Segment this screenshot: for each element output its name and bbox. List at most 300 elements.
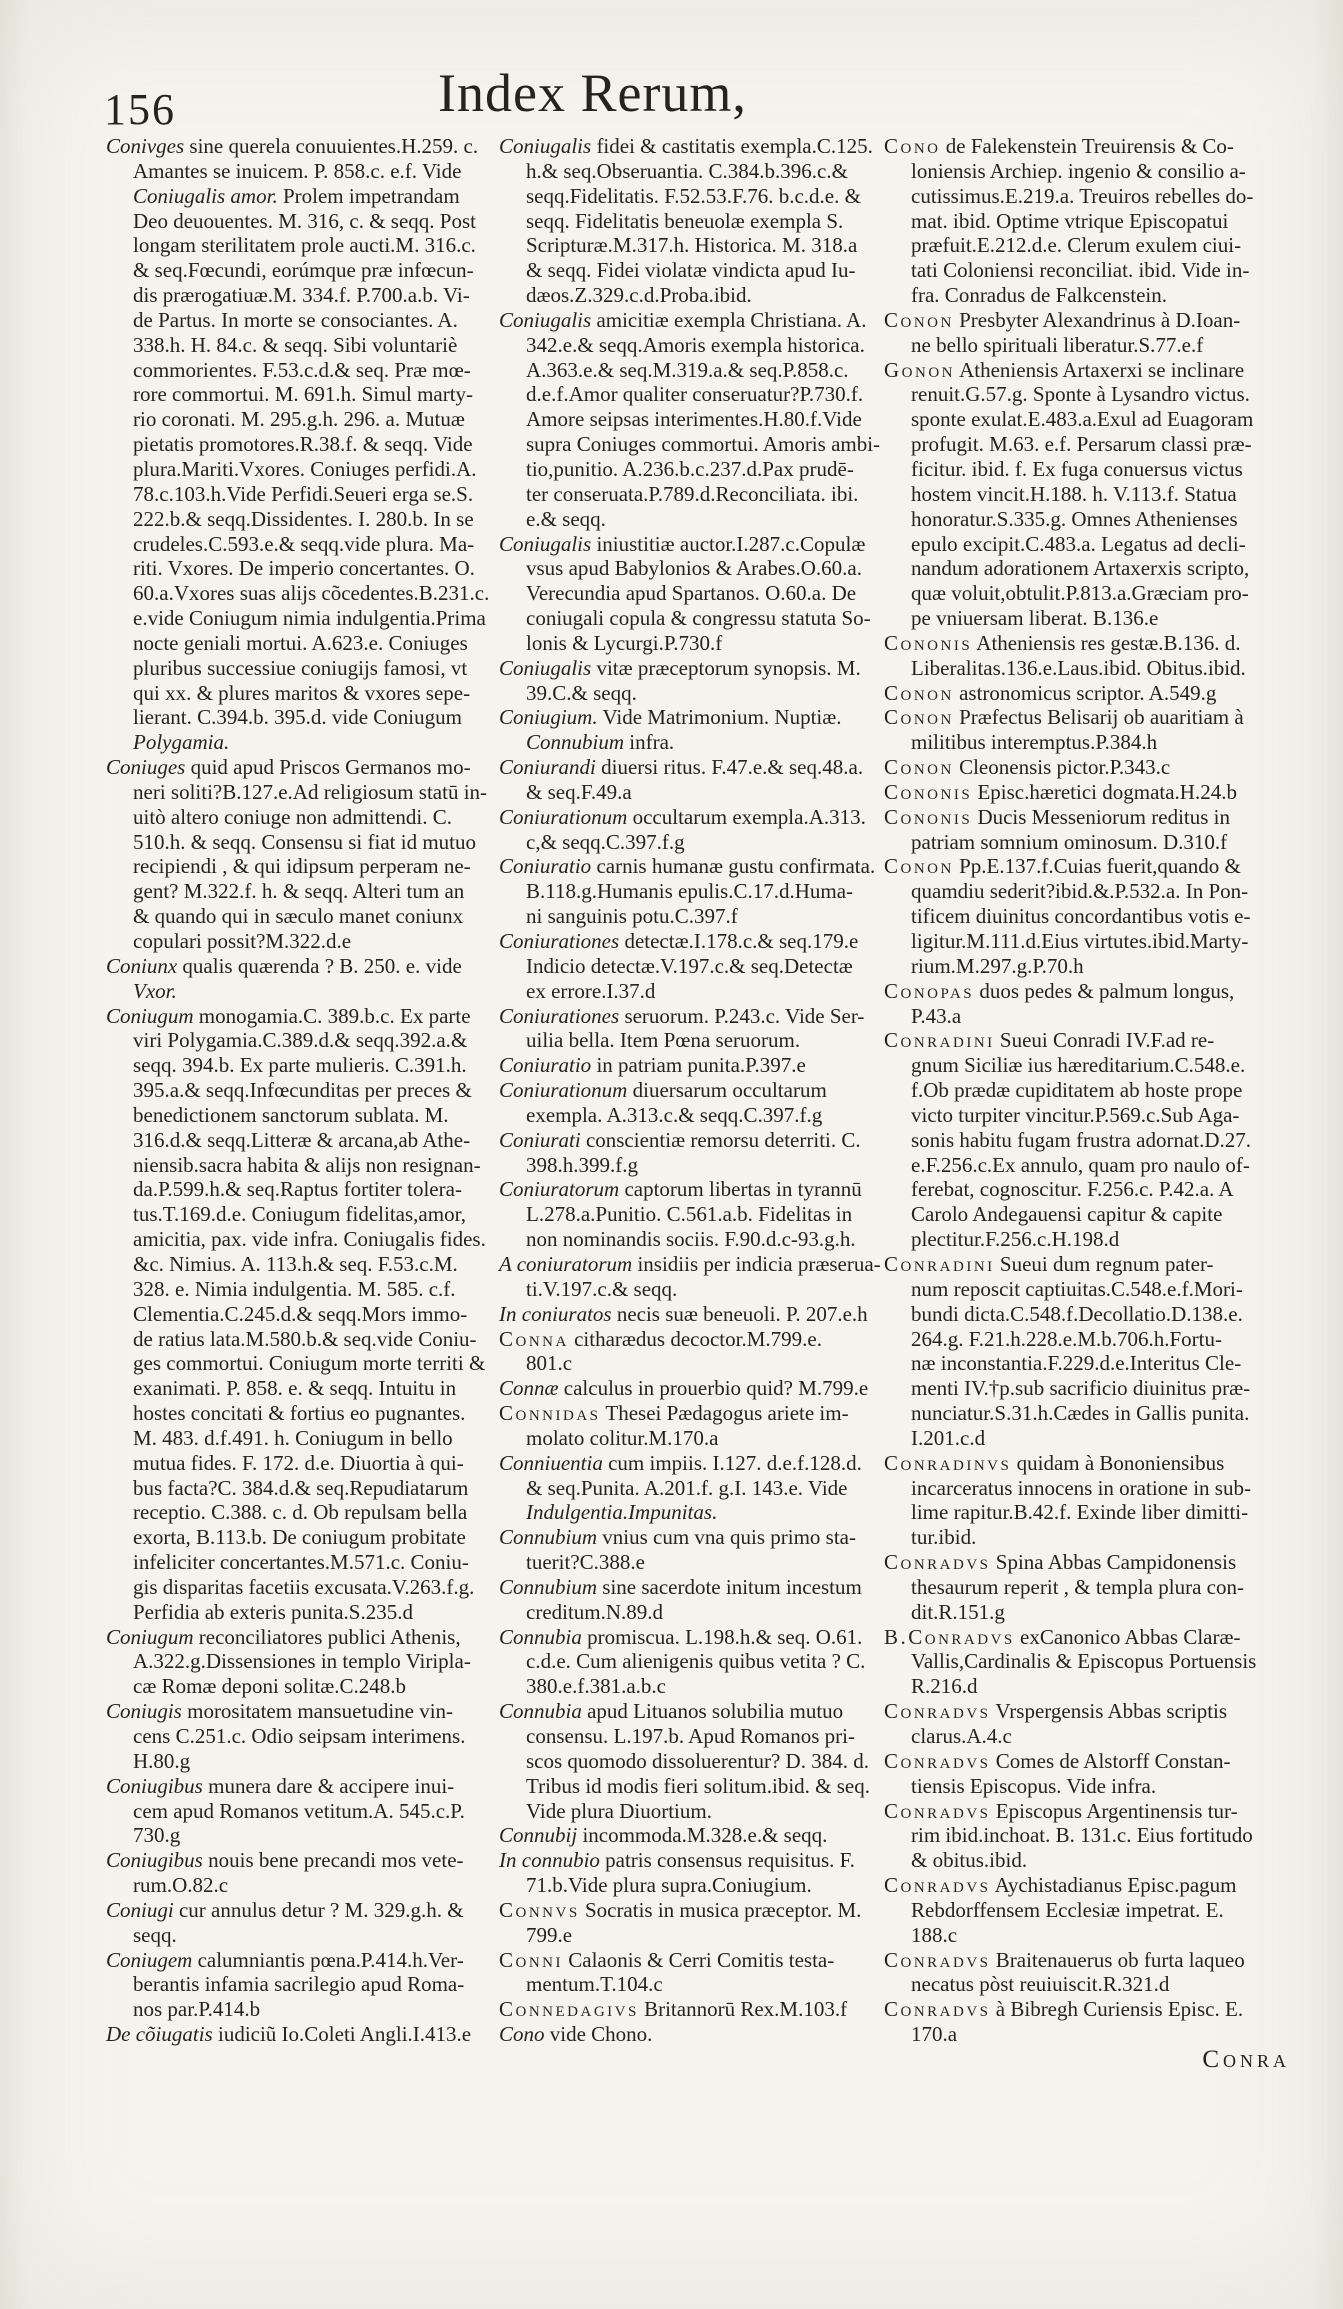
index-line: In coniuratos necis suæ beneuoli. P. 207.e.h <box>499 1301 868 1326</box>
index-line: uilia bella. Item Pœna seruorum. <box>526 1028 801 1053</box>
index-line: menti IV.†p.sub sacrificio diuinitus præ- <box>911 1376 1251 1401</box>
index-line: Coniugibus munera dare & accipere inui- <box>106 1773 455 1798</box>
index-line: Coniugum reconciliatores publici Athenis, <box>106 1624 461 1649</box>
index-line: ligitur.M.111.d.Eius virtutes.ibid.Marty- <box>911 929 1249 953</box>
index-line: Coniugis morositatem mansuetudine vin- <box>106 1699 454 1724</box>
index-line: clarus.A.4.c <box>911 1724 1012 1748</box>
index-line: Coniugium. Vide Matrimonium. Nuptiæ. <box>499 705 842 730</box>
index-line: plura.Mariti.Vxores. Coniuges perfidi.A. <box>133 456 477 481</box>
index-headword: De cõiugatis <box>106 2022 213 2047</box>
index-line: Cononis Ducis Messeniorum reditus in <box>884 804 1230 829</box>
index-line: profugit. M.63. e.f. Persarum classi præ- <box>911 432 1252 457</box>
index-line: 39.C.& seqq. <box>526 680 637 705</box>
index-line: nunciatur.S.31.h.Cædes in Gallis punita. <box>911 1401 1250 1426</box>
index-line: Coniunx qualis quærenda ? B. 250. e. vide <box>106 953 462 978</box>
index-line: molato colitur.M.170.a <box>526 1425 719 1450</box>
index-line: exorta, B.113.b. De coniugum probitate <box>133 1525 466 1550</box>
index-line: ficitur. ibid. f. Ex fuga conuersus victus <box>911 456 1243 481</box>
index-line: 730.g <box>133 1823 181 1848</box>
index-line: Coniuratio in patriam punita.P.397.e <box>499 1053 806 1078</box>
index-line: tificem diuinitus concordantibus votis e- <box>911 904 1251 929</box>
index-headword: Coniugum <box>106 1003 194 1028</box>
index-column-2 <box>499 134 891 2047</box>
index-line: dit.R.151.g <box>911 1599 1005 1624</box>
index-line: commorientes. F.53.c.d.& seq. Præ mœ- <box>133 357 471 382</box>
index-line: de ratius lata.M.580.b.& seq.vide Coniu- <box>133 1326 477 1351</box>
index-line: cæ Romæ deponi solitæ.C.248.b <box>133 1674 407 1699</box>
index-headword: Coniugium. <box>499 705 598 730</box>
index-line: ne bello spirituali liberatur.S.77.e.f <box>911 332 1204 357</box>
page-number: 156 <box>104 85 176 134</box>
index-headword: Coniuratorum <box>499 1177 620 1202</box>
index-line: Connubium vnius cum vna quis primo sta- <box>499 1525 856 1550</box>
index-line: consensu. L.197.b. Apud Romanos pri- <box>526 1724 855 1748</box>
index-headword: Conradvs <box>884 1873 991 1898</box>
index-line: hostes concitati & fortius eo pugnantes. <box>133 1401 466 1426</box>
index-line: Conradvs Comes de Alstorff Constan- <box>884 1748 1231 1773</box>
index-line: 188.c <box>911 1922 958 1947</box>
index-headword: Coniugis <box>106 1699 182 1724</box>
index-line: 338.h. H. 84.c. & seqq. Sibi voluntariè <box>133 332 458 357</box>
index-line: lierant. C.394.b. 395.d. vide Coniugum <box>133 705 462 730</box>
index-headword: Coniugalis <box>499 531 592 556</box>
index-line: berantis infamia sacrilegio apud Roma- <box>133 1972 465 1997</box>
index-line: Conon Præfectus Belisarij ob auaritiam à <box>884 705 1244 730</box>
index-headword: Coniugum <box>106 1624 194 1649</box>
index-line: rore commortui. M. 691.h. Simul marty- <box>133 382 474 407</box>
index-line: mutua fides. F. 172. d.e. Diuortia à qui- <box>133 1450 464 1475</box>
index-line: Connubij incommoda.M.328.e.& seqq. <box>499 1823 828 1848</box>
index-line: creditum.N.89.d <box>526 1599 664 1624</box>
index-line: rum.O.82.c <box>133 1873 229 1898</box>
index-line: crudeles.C.593.e.& seqq.vide plura. Ma- <box>133 531 475 556</box>
index-line: Conon astronomicus scriptor. A.549.g <box>884 680 1217 705</box>
index-line: uitò altero coniuge non admittendi. C. <box>133 804 453 829</box>
index-line: bus facta?C. 384.d.& seq.Repudiatarum <box>133 1475 469 1500</box>
index-line: Conradvs à Bibregh Curiensis Episc. E. <box>884 1997 1244 2022</box>
index-line: supra Coniuges commortui. Amoris ambi- <box>526 432 881 457</box>
index-line: Carolo Andegauensi capitur & capite <box>911 1202 1223 1227</box>
index-headword: Conivges <box>106 134 185 158</box>
index-line: vsus apud Babylonios & Arabes.O.60.a. <box>526 556 862 581</box>
index-line: Connubia promiscua. L.198.h.& seq. O.61. <box>499 1624 863 1649</box>
index-line: receptio. C.388. c. d. Ob repulsam bella <box>133 1500 468 1525</box>
index-line: recipiendi , & qui idipsum perperam ne- <box>133 854 471 879</box>
index-line: Connvs Socratis in musica præceptor. M. <box>499 1897 862 1922</box>
index-line: Coniurationum occultarum exempla.A.313. <box>499 804 866 829</box>
index-headword: Conni <box>499 1947 563 1972</box>
index-line: Coniurationum diuersarum occultarum <box>499 1078 827 1103</box>
index-headword: Conon <box>884 307 954 332</box>
index-line: qui xx. & plures maritos & vxores sepe- <box>133 680 471 705</box>
index-line: gnum Siciliæ ius hæreditarium.C.548.e. <box>911 1053 1246 1078</box>
index-line: tiensis Episcopus. Vide infra. <box>911 1773 1157 1798</box>
index-line: Conopas duos pedes & palmum longus, <box>884 978 1235 1003</box>
index-line: Coniuges quid apud Priscos Germanos mo- <box>106 755 471 780</box>
index-line: e.& seqq. <box>526 506 606 531</box>
index-line: Gonon Atheniensis Artaxerxi se inclinare <box>884 357 1245 382</box>
index-line: Tribus id modis fieri solitum.ibid. & seq. <box>526 1773 870 1798</box>
catchword: Conra <box>1202 2046 1290 2073</box>
index-line: epulo excipit.C.483.a. Legatus ad decli- <box>911 531 1246 556</box>
index-line: Coniugum monogamia.C. 389.b.c. Ex parte <box>106 1003 471 1028</box>
index-line: lime rapitur.B.42.f. Exinde liber dimitti- <box>911 1500 1249 1525</box>
index-column-3 <box>884 134 1318 2047</box>
index-headword: Conon <box>884 705 954 730</box>
index-line: pluribus successiue coniugijs famosi, vt <box>133 655 468 680</box>
index-line: lonis & Lycurgi.P.730.f <box>526 630 723 655</box>
index-line: Coniugem calumniantis pœna.P.414.h.Ver- <box>106 1947 464 1972</box>
index-line: copulari possit?M.322.d.e <box>133 929 352 953</box>
index-headword: Connedagivs <box>499 1997 639 2022</box>
index-line: Perfidia ab exteris punita.S.235.d <box>133 1599 413 1624</box>
index-headword: Coniugalis amor. <box>133 183 278 208</box>
index-line: Conradinvs quidam à Bononiensibus <box>884 1450 1225 1475</box>
index-headword: Conradvs <box>884 1699 991 1724</box>
index-headword: Conopas <box>884 978 975 1003</box>
index-line: & quando qui in sæculo manet coniunx <box>133 904 464 929</box>
index-line: & seq.Fœcundi, eorúmque præ infœcun- <box>133 258 474 283</box>
index-line: P.43.a <box>911 1003 962 1028</box>
index-line: Coniugalis iniustitiæ auctor.I.287.c.Copulæ <box>499 531 866 556</box>
index-headword: Conon <box>884 680 954 705</box>
index-line: & seq.F.49.a <box>526 779 632 804</box>
index-headword: Indulgentia.Impunitas. <box>526 1500 718 1525</box>
index-line: loniensis Archiep. ingenio & consilio a- <box>911 158 1246 183</box>
index-line <box>106 979 502 1004</box>
index-line: mentum.T.104.c <box>526 1972 663 1997</box>
index-line: 801.c <box>526 1351 573 1376</box>
index-line: M. 483. d.f.491. h. Coniugum in bello <box>133 1425 453 1450</box>
index-line: sponte exulat.E.483.a.Exul ad Euagoram <box>911 407 1254 432</box>
index-line: non nominandis sociis. F.90.d.c-93.g.h. <box>526 1227 856 1252</box>
index-line: de Partus. In morte se consociantes. A. <box>133 307 458 332</box>
index-line: Conivges sine querela conuuientes.H.259. c. <box>106 134 479 158</box>
index-headword: Conna <box>499 1326 569 1351</box>
index-headword: Connæ <box>499 1376 559 1401</box>
index-line: Amantes se inuicem. P. 858.c. e.f. Vide <box>133 158 462 183</box>
index-line: coniugali copula & congressu statuta So- <box>526 606 871 631</box>
index-line: cem apud Romanos vetitum.A. 545.c.P. <box>133 1798 465 1823</box>
index-line: & seqq. Fidei violatæ vindicta apud Iu- <box>526 258 856 283</box>
index-line: 342.e.& seqq.Amoris exempla historica. <box>526 332 865 357</box>
index-headword: Conradvs <box>884 1798 991 1823</box>
index-line: Connubium infra. <box>526 730 675 755</box>
index-line: Coniugalis vitæ præceptorum synopsis. M. <box>499 655 861 680</box>
index-line: A.363.e.& seq.M.319.a.& seq.P.858.c. <box>526 357 849 382</box>
index-headword: Coniurationes <box>499 1003 620 1028</box>
index-line: necatus pòst reuiuiscit.R.321.d <box>911 1972 1170 1997</box>
index-line: 78.c.103.h.Vide Perfidi.Seueri erga se.S. <box>133 481 474 506</box>
index-line: rium.M.297.g.P.70.h <box>911 953 1084 978</box>
index-column-1 <box>106 134 502 2047</box>
index-line: renuit.G.57.g. Sponte à Lysandro victus. <box>911 382 1250 407</box>
index-line: &c. Nimius. A. 113.h.& seq. F.53.c.M. <box>133 1251 458 1276</box>
index-headword: Connubium <box>526 730 625 755</box>
index-line: nandum adorationem Artaxerxis scripto, <box>911 556 1250 581</box>
index-line: Coniurationes seruorum. P.243.c. Vide Ser- <box>499 1003 865 1028</box>
index-line: exanimati. P. 858. e. & seqq. Intuitu in <box>133 1376 457 1401</box>
index-line: plectitur.F.256.c.H.198.d <box>911 1227 1120 1252</box>
index-headword: Conon <box>884 755 954 780</box>
index-line: Coniuratio carnis humanæ gustu confirmata. <box>499 854 876 879</box>
index-line: Conna citharædus decoctor.M.799.e. <box>499 1326 822 1351</box>
index-headword: In connubio <box>499 1848 600 1873</box>
index-line: rim ibid.inchoat. B. 131.c. Eius fortitudo <box>911 1823 1253 1848</box>
index-line: viri Polygamia.C.389.d.& seqq.392.a.& <box>133 1028 468 1053</box>
index-headword: Conradini <box>884 1028 995 1053</box>
index-line: Connubia apud Lituanos solubilia mutuo <box>499 1699 844 1724</box>
index-headword: Coniurationum <box>499 804 628 829</box>
index-line: incarceratus innocens in oratione in sub- <box>911 1475 1251 1500</box>
index-line: Coniugibus nouis bene precandi mos vete- <box>106 1848 464 1873</box>
index-line: fra. Conradus de Falkcenstein. <box>911 283 1168 308</box>
index-line: Coniugalis amicitiæ exempla Christiana. A. <box>499 307 867 332</box>
index-line: I.201.c.d <box>911 1425 986 1450</box>
index-line: Coniugalis fidei & castitatis exempla.C.125. <box>499 134 873 158</box>
index-line: In connubio patris consensus requisitus. F. <box>499 1848 855 1873</box>
index-line: c,& seqq.C.397.f.g <box>526 829 685 854</box>
index-line: d.e.f.Amor qualiter conseruatur?P.730.f. <box>526 382 864 407</box>
index-line: f.Ob prædæ cupiditatem ab hoste prope <box>911 1078 1243 1103</box>
index-line: Conradini Sueui Conradi IV.F.ad re- <box>884 1028 1215 1053</box>
index-line: 264.g. F.21.h.228.e.M.b.706.h.Fortu- <box>911 1326 1222 1351</box>
index-headword: Coniurationes <box>499 929 620 953</box>
index-line: amicitia, pax. vide infra. Coniugalis fides. <box>133 1227 486 1252</box>
index-line: hostem vincit.H.188. h. V.113.f. Statua <box>911 481 1237 506</box>
index-line: Scripturæ.M.317.h. Historica. M. 318.a <box>526 233 858 258</box>
index-line: Coniurandi diuersi ritus. F.47.e.& seq.48.a. <box>499 755 864 780</box>
index-headword: Coniugem <box>106 1947 193 1972</box>
index-line: B.Conradvs exCanonico Abbas Claræ- <box>884 1624 1241 1649</box>
index-line: bundi dicta.C.548.f.Decollatio.D.138.e. <box>911 1301 1243 1326</box>
index-headword: Polygamia. <box>133 730 230 755</box>
index-line: tuerit?C.388.e <box>526 1550 645 1575</box>
index-headword: Coniurandi <box>499 755 596 780</box>
index-line: Coniuratorum captorum libertas in tyrannū <box>499 1177 862 1202</box>
index-line: patriam somnium ominosum. D.310.f <box>911 829 1228 854</box>
index-line: Conradvs Vrspergensis Abbas scriptis <box>884 1699 1228 1724</box>
index-line: Connæ calculus in prouerbio quid? M.799.e <box>499 1376 869 1401</box>
index-line: c.d.e. Cum alienigenis quibus vetita ? C. <box>526 1649 866 1674</box>
index-line: 328. e. Nimia indulgentia. M. 585. c.f. <box>133 1276 456 1301</box>
index-headword: Conradvs <box>884 1748 991 1773</box>
index-headword: Coniuratio <box>499 1053 592 1078</box>
index-line: gent? M.322.f. h. & seqq. Alteri tum an <box>133 879 465 904</box>
index-line: Cono vide Chono. <box>499 2022 653 2047</box>
index-line: Coniugalis amor. Prolem impetrandam <box>133 183 460 208</box>
index-line: 170.a <box>911 2022 958 2047</box>
index-line: infeliciter concertantes.M.571.c. Coniu- <box>133 1550 469 1575</box>
index-line: Conon Presbyter Alexandrinus à D.Ioan- <box>884 307 1241 332</box>
index-line: Vallis,Cardinalis & Episcopus Portuensis <box>911 1649 1257 1674</box>
index-headword: Conradvs <box>884 1997 991 2022</box>
index-line: 510.h. & seqq. Consensu si fiat id mutuo <box>133 829 476 854</box>
index-line: R.216.d <box>911 1674 978 1699</box>
index-line: Connidas Thesei Pædagogus ariete im- <box>499 1401 849 1426</box>
index-headword: Coniurati <box>499 1127 581 1152</box>
index-headword: Coniugalis <box>499 134 592 158</box>
index-line: Conon Pp.E.137.f.Cuias fuerit,quando & <box>884 854 1241 879</box>
index-line: tati Coloniensi reconciliat. ibid. Vide in- <box>911 258 1250 283</box>
index-line: nos par.P.414.b <box>133 1997 261 2022</box>
index-headword: Connvs <box>499 1897 580 1922</box>
index-line: L.278.a.Punitio. C.561.a.b. Fidelitas in <box>526 1202 853 1227</box>
index-headword: Coniunx <box>106 953 178 978</box>
index-line: Cono de Falekenstein Treuirensis & Co- <box>884 134 1234 158</box>
index-line: seqq. <box>133 1922 177 1947</box>
index-line: Liberalitas.136.e.Laus.ibid. Obitus.ibid. <box>911 655 1246 680</box>
index-line: longam sterilitatem prole aucti.M. 316.c. <box>133 233 476 258</box>
index-line: tur.ibid. <box>911 1525 977 1550</box>
index-headword: Conradvs <box>884 1947 991 1972</box>
index-line: Connedagivs Britannorū Rex.M.103.f <box>499 1997 848 2022</box>
index-headword: Connubia <box>499 1699 582 1724</box>
index-line: Cononis Atheniensis res gestæ.B.136. d. <box>884 630 1241 655</box>
index-line: Cononis Episc.hæretici dogmata.H.24.b <box>884 779 1237 804</box>
index-line: scos quomodo dissoluerentur? D. 384. d. <box>526 1748 869 1773</box>
index-line: dæos.Z.329.c.d.Proba.ibid. <box>526 283 752 308</box>
index-line: mat. ibid. Optime vtrique Episcopatui <box>911 208 1229 233</box>
index-line: Conni Calaonis & Cerri Comitis testa- <box>499 1947 835 1972</box>
index-headword: Conradvs <box>884 1550 991 1575</box>
index-line <box>106 730 502 755</box>
index-line: ti.V.197.c.& seqq. <box>526 1276 678 1301</box>
index-line: seqq.Fidelitatis. F.52.53.F.76. b.c.d.e. & <box>526 183 861 208</box>
index-line: niensib.sacra habita & alijs non resignan- <box>133 1152 481 1177</box>
index-line: 395.a.& seqq.Infœcunditas per preces & <box>133 1078 472 1103</box>
index-line: e.F.256.c.Ex annulo, quam pro naulo of- <box>911 1152 1250 1177</box>
index-headword: Cononis <box>884 630 973 655</box>
index-line: e.vide Coniugum nimia indulgentia.Prima <box>133 606 486 631</box>
index-headword: A coniuratorum <box>499 1251 633 1276</box>
index-line: sonis habitu fugam frustra adornat.D.27. <box>911 1127 1252 1152</box>
index-headword: Cononis <box>884 804 973 829</box>
index-headword: Vxor. <box>133 978 177 1003</box>
index-headword: Connidas <box>499 1401 601 1426</box>
index-line: Connubium sine sacerdote initum incestum <box>499 1574 862 1599</box>
index-line: dis prærogatiuæ.M. 334.f. P.700.a.b. Vi- <box>133 283 470 308</box>
index-line: Conradvs Braitenauerus ob furta laqueo <box>884 1947 1245 1972</box>
index-line: pe vniuersam liberat. B.136.e <box>911 606 1159 631</box>
index-line: Coniugi cur annulus detur ? M. 329.g.h. & <box>106 1897 464 1922</box>
index-line: A coniuratorum insidiis per indicia præserua- <box>499 1251 881 1276</box>
index-line: Conradini Sueui dum regnum pater- <box>884 1251 1214 1276</box>
page-title: Index Rerum, <box>438 63 747 123</box>
index-line: tio,punitio. A.236.b.c.237.d.Pax prudē- <box>526 456 854 481</box>
index-line: riti. Vxores. De imperio concertantes. O. <box>133 556 475 581</box>
index-headword: In coniuratos <box>499 1301 612 1326</box>
index-line: Verecundia apud Spartanos. O.60.a. De <box>526 581 857 606</box>
index-headword: Cono <box>884 134 941 158</box>
index-headword: Coniugalis <box>499 655 592 680</box>
index-line: Conradvs Episcopus Argentinensis tur- <box>884 1798 1238 1823</box>
index-line: 222.b.& seqq.Dissidentes. I. 280.b. In se <box>133 506 474 531</box>
index-line: Clementia.C.245.d.& seqq.Mors immo- <box>133 1301 468 1326</box>
index-line: præfuit.E.212.d.e. Clerum exulem ciui- <box>911 233 1242 258</box>
index-line: ferebat, cognoscitur. F.256.c. P.42.a. A <box>911 1177 1234 1202</box>
index-line: Coniurati conscientiæ remorsu deterriti. C. <box>499 1127 861 1152</box>
index-line: benedictionem sanctorum sublata. M. <box>133 1102 449 1127</box>
index-line: 380.e.f.381.a.b.c <box>526 1674 666 1699</box>
index-line <box>499 1500 891 1525</box>
index-line: ex errore.I.37.d <box>526 978 656 1003</box>
index-headword: Connubia <box>499 1624 582 1649</box>
index-line: De cõiugatis iudiciũ Io.Coleti Angli.I.413.e <box>106 2022 472 2047</box>
index-line: Conniuentia cum impiis. I.127. d.e.f.128.d. <box>499 1450 862 1475</box>
index-line: militibus interemptus.P.384.h <box>911 730 1158 755</box>
index-headword: Coniugi <box>106 1897 174 1922</box>
index-line: ges commortui. Coniugum morte territi & <box>133 1351 486 1376</box>
index-line: num reposcit captiuitas.C.548.e.f.Mori- <box>911 1276 1243 1301</box>
index-headword: Conon <box>884 854 954 879</box>
index-line: victo turpiter vincitur.P.569.c.Sub Aga- <box>911 1102 1240 1127</box>
index-line: neri soliti?B.127.e.Ad religiosum statū in- <box>133 779 488 804</box>
index-headword: Coniuratio <box>499 854 592 879</box>
index-line: Vide plura Diuortium. <box>526 1798 712 1823</box>
index-line: & obitus.ibid. <box>911 1848 1028 1873</box>
index-headword: Gonon <box>884 357 955 382</box>
index-headword: Connubium <box>499 1525 598 1550</box>
index-headword: Cononis <box>884 779 973 804</box>
index-line: næ inconstantia.F.229.d.e.Interitus Cle- <box>911 1351 1242 1376</box>
index-line: quæ voluit,obtulit.P.813.a.Græciam pro- <box>911 581 1249 606</box>
index-line: h.& seq.Obseruantia. C.384.b.396.c.& <box>526 158 848 183</box>
index-line: honoratur.S.335.g. Omnes Athenienses <box>911 506 1238 531</box>
index-line: gis disparitas facetiis excusata.V.263.f.g. <box>133 1574 475 1599</box>
index-line: B.118.g.Humanis epulis.C.17.d.Huma- <box>526 879 854 904</box>
index-headword: Cono <box>499 2022 545 2047</box>
index-line: seqq. Fidelitatis beneuolæ exempla S. <box>526 208 844 233</box>
index-line: quamdiu sederit?ibid.&.P.532.a. In Pon- <box>911 879 1249 904</box>
index-line: ni sanguinis potu.C.397.f <box>526 904 738 929</box>
index-headword: Coniuges <box>106 755 186 780</box>
index-line: thesaurum reperit , & templa plura con- <box>911 1574 1244 1599</box>
index-line: H.80.g <box>133 1748 191 1773</box>
index-line: rio coronati. M. 295.g.h. 296. a. Mutuæ <box>133 407 465 432</box>
index-line: Conradvs Spina Abbas Campidonensis <box>884 1550 1237 1575</box>
index-headword: Coniugibus <box>106 1848 203 1873</box>
index-line: A.322.g.Dissensiones in templo Viripla- <box>133 1649 471 1674</box>
index-line: cens C.251.c. Odio seipsam interimens. <box>133 1724 466 1748</box>
index-line: Coniurationes detectæ.I.178.c.& seq.179.e <box>499 929 859 953</box>
index-line: 799.e <box>526 1922 573 1947</box>
index-headword: Connubij <box>499 1823 578 1848</box>
index-headword: Conniuentia <box>499 1450 603 1475</box>
index-line: Rebdorffensem Ecclesiæ impetrat. E. <box>911 1897 1224 1922</box>
index-line: 316.d.& seqq.Litteræ & arcana,ab Athe- <box>133 1127 471 1152</box>
index-line: cutissimus.E.219.a. Treuiros rebelles do- <box>911 183 1254 208</box>
index-headword: Connubium <box>499 1574 598 1599</box>
index-headword: Coniurationum <box>499 1078 628 1103</box>
index-headword: Coniugibus <box>106 1773 203 1798</box>
index-line: Deo deuouentes. M. 316, c. & seqq. Post <box>133 208 476 233</box>
index-line: seqq. 394.b. Ex parte mulieris. C.391.h. <box>133 1053 467 1078</box>
index-line: & seq.Punita. A.201.f. g.I. 143.e. Vide <box>526 1475 848 1500</box>
index-headword: B.Conradvs <box>884 1624 1015 1649</box>
index-line: nocte geniali mortui. A.623.e. Coniuges <box>133 630 468 655</box>
index-headword: Conradini <box>884 1251 995 1276</box>
index-headword: Conradinvs <box>884 1450 1012 1475</box>
index-line: pietatis promotores.R.38.f. & seqq. Vide <box>133 432 473 457</box>
index-line: Conon Cleonensis pictor.P.343.c <box>884 755 1171 780</box>
index-line: exempla. A.313.c.& seqq.C.397.f.g <box>526 1102 823 1127</box>
index-line: ter conseruata.P.789.d.Reconciliata. ibi. <box>526 481 859 506</box>
index-line: 71.b.Vide plura supra.Coniugium. <box>526 1873 812 1898</box>
index-line: da.P.599.h.& seq.Raptus fortiter tolera- <box>133 1177 462 1202</box>
index-line: Indicio detectæ.V.197.c.& seq.Detectæ <box>526 953 853 978</box>
index-line: tus.T.169.d.e. Coniugum fidelitas,amor, <box>133 1202 466 1227</box>
